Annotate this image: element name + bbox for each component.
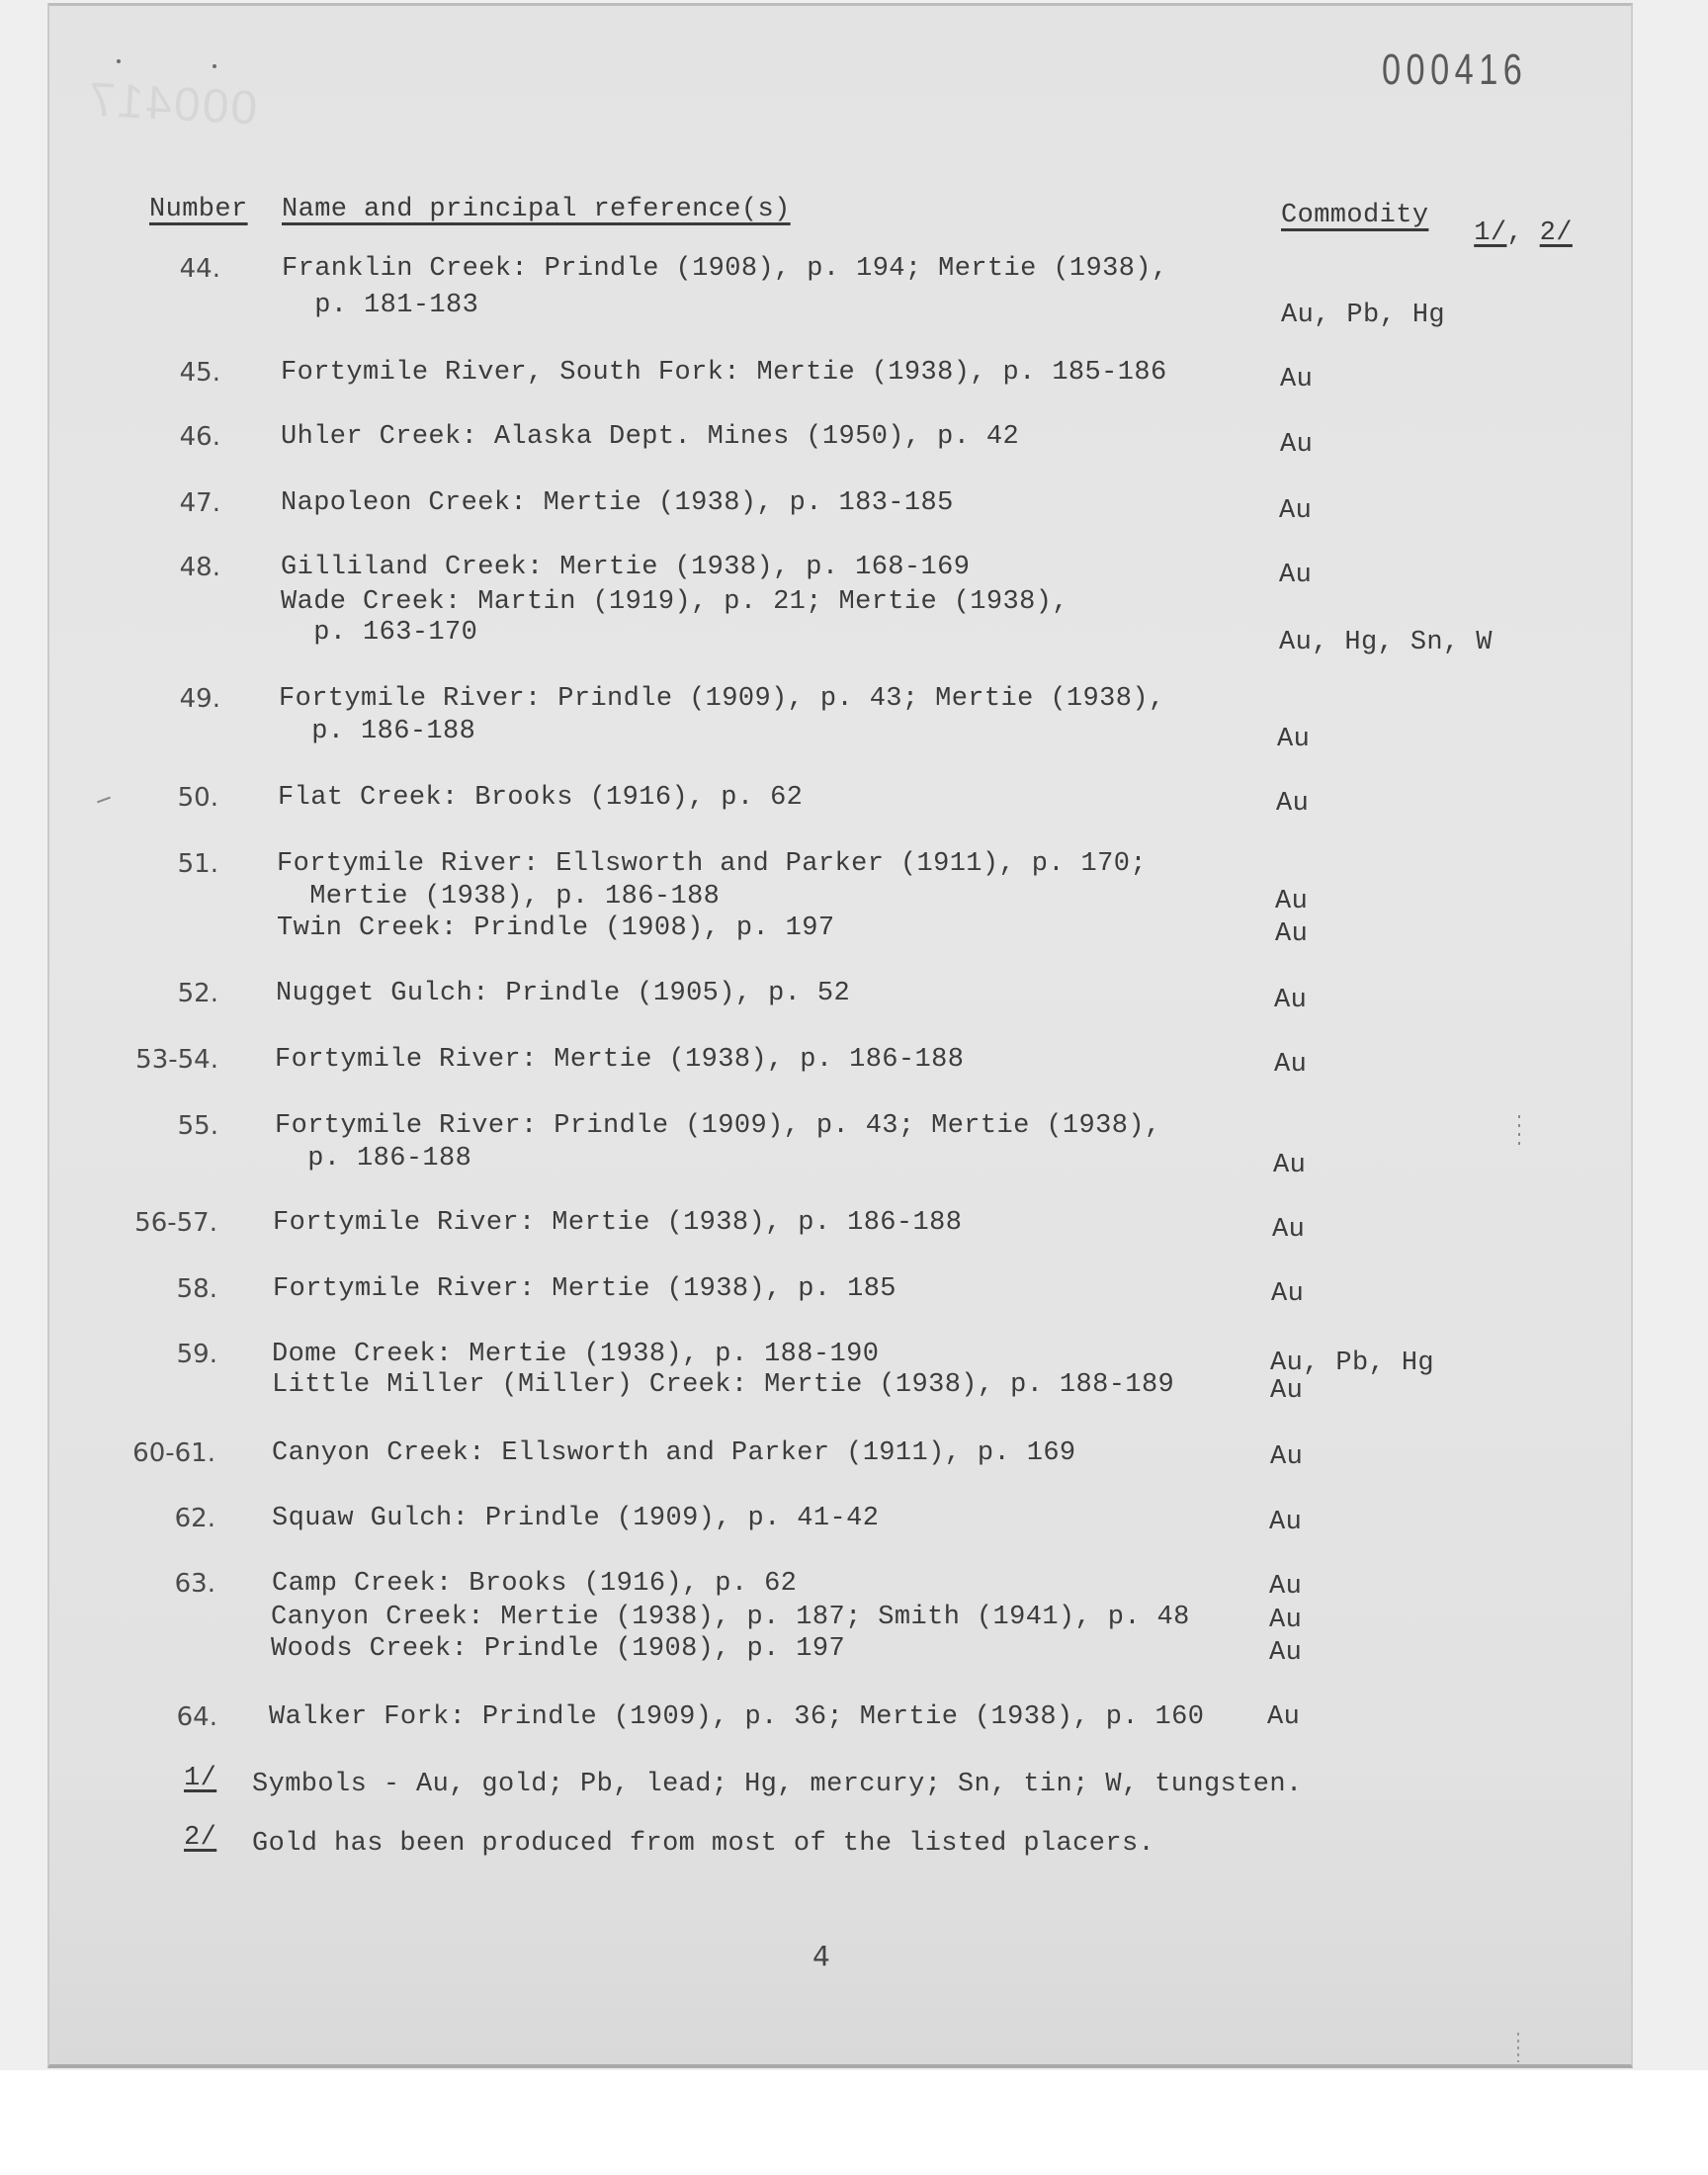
commodity-cell: Au [1272,1215,1306,1245]
row-number: 53-54. [135,1045,218,1075]
commodity-cell: Au [1275,887,1309,916]
row-number: 50. [177,783,218,813]
reference-line: Fortymile River: Mertie (1938), p. 186-188 [273,1208,963,1238]
reference-line: p. 186-188 [279,717,476,746]
reference-line: Camp Creek: Brooks (1916), p. 62 [272,1569,798,1599]
reference-line: Fortymile River: Prindle (1909), p. 43; Mertie (1938), [275,1111,1161,1141]
row-number: 63. [174,1569,215,1599]
commodity-cell: Au, Hg, Sn, W [1279,628,1493,657]
row-number: 44. [179,254,220,284]
row-number: 52. [177,979,218,1008]
reference-line: Uhler Creek: Alaska Dept. Mines (1950), p. 42 [281,422,1020,452]
reference-line: Nugget Gulch: Prindle (1905), p. 52 [276,979,851,1008]
reference-line: Squaw Gulch: Prindle (1909), p. 41-42 [272,1504,880,1533]
commodity-cell: Au [1276,789,1310,819]
reference-line: Franklin Creek: Prindle (1908), p. 194; Mertie (1938), [282,254,1168,284]
reference-line: Twin Creek: Prindle (1908), p. 197 [277,914,835,943]
reference-line: p. 163-170 [281,618,478,648]
commodity-cell: Au [1269,1606,1303,1635]
commodity-cell: Au [1269,1508,1303,1537]
commodity-cell: Au [1279,496,1313,526]
commodity-cell: Au [1269,1572,1303,1602]
reference-line: Fortymile River: Mertie (1938), p. 185 [273,1274,897,1304]
footnote-ref-2: 2/ [1539,218,1573,248]
commodity-cell: Au [1267,1702,1301,1732]
commodity-cell: Au, Pb, Hg [1270,1348,1435,1378]
footnote-2-mark [184,1825,216,1852]
footnote-2-mark-text: 2/ [184,1823,217,1853]
reference-line: Little Miller (Miller) Creek: Mertie (1938), p. 188-189 [272,1370,1175,1400]
reference-line: Gilliland Creek: Mertie (1938), p. 168-169 [281,553,971,582]
reference-line: Canyon Creek: Mertie (1938), p. 187; Smith (1941), p. 48 [271,1603,1190,1632]
row-number: 48. [179,553,220,582]
separator-comma: , [1506,218,1540,248]
reference-line: Fortymile River: Ellsworth and Parker (1911), p. 170; [277,849,1147,879]
margin-specks [1518,1115,1520,1149]
row-number: 58. [176,1274,217,1304]
commodity-cell: Au [1277,725,1311,754]
row-number: 60-61. [132,1438,215,1468]
commodity-cell: Au [1280,365,1314,394]
commodity-cell: Au [1280,430,1314,460]
reference-line: Fortymile River, South Fork: Mertie (1938), p. 185-186 [281,358,1167,388]
row-number: 45. [179,358,220,388]
reference-line: p. 186-188 [275,1144,472,1174]
reference-line: Mertie (1938), p. 186-188 [277,882,721,912]
row-number: 62. [174,1504,215,1533]
row-number: 56-57. [134,1208,217,1238]
footnote-1-mark [184,1766,216,1792]
row-number: 46. [179,422,220,452]
commodity-cell: Au [1279,561,1313,590]
header-name-reference: Name and principal reference(s) [282,195,791,224]
ghost-stamp-bleedthrough: 000417 [85,73,259,135]
reference-line: Canyon Creek: Ellsworth and Parker (1911), p. 169 [272,1438,1076,1468]
commodity-cell: Au [1270,1442,1304,1472]
row-number: 55. [177,1111,218,1141]
row-number: 51. [177,849,218,879]
footnote-1-text: Symbols - Au, gold; Pb, lead; Hg, mercury; Sn, tin; W, tungsten. [252,1770,1303,1799]
reference-line: Wade Creek: Martin (1919), p. 21; Mertie (1938), [281,587,1068,617]
row-number: 49. [179,684,220,714]
commodity-cell: Au [1275,919,1309,949]
ink-speck [117,59,121,63]
commodity-cell: Au [1274,986,1308,1015]
reference-line: Fortymile River: Mertie (1938), p. 186-188 [275,1045,965,1075]
margin-specks-bottom [1517,2033,1519,2062]
header-commodity: Commodity [1281,201,1429,230]
header-footnote-refs [1441,194,1573,247]
reference-line: Woods Creek: Prindle (1908), p. 197 [271,1634,846,1664]
row-number: 47. [179,488,220,518]
commodity-cell: Au [1271,1279,1305,1309]
commodity-cell: Au [1273,1151,1307,1180]
reference-line: Dome Creek: Mertie (1938), p. 188-190 [272,1340,880,1369]
page-number: 4 [812,1940,830,1972]
row-number: 64. [176,1702,217,1732]
footnote-1-mark-text: 1/ [184,1764,217,1793]
reference-line: Fortymile River: Prindle (1909), p. 43; Mertie (1938), [279,684,1165,714]
reference-line: Flat Creek: Brooks (1916), p. 62 [278,783,804,813]
reference-line: Walker Fork: Prindle (1909), p. 36; Mertie (1938), p. 160 [269,1702,1205,1732]
footnote-2-text: Gold has been produced from most of the listed placers. [252,1829,1155,1859]
commodity-cell: Au, Pb, Hg [1281,301,1446,330]
document-stamp-number: 000416 [1382,45,1528,94]
row-number: 59. [176,1340,217,1369]
commodity-cell: Au [1274,1050,1308,1080]
commodity-cell: Au [1270,1376,1304,1406]
commodity-cell: Au [1269,1638,1303,1668]
reference-line: p. 181-183 [282,291,479,320]
footnote-ref-1: 1/ [1474,218,1507,248]
ink-speck [213,64,216,68]
header-number: Number [149,195,248,224]
reference-line: Napoleon Creek: Mertie (1938), p. 183-185 [281,488,954,518]
